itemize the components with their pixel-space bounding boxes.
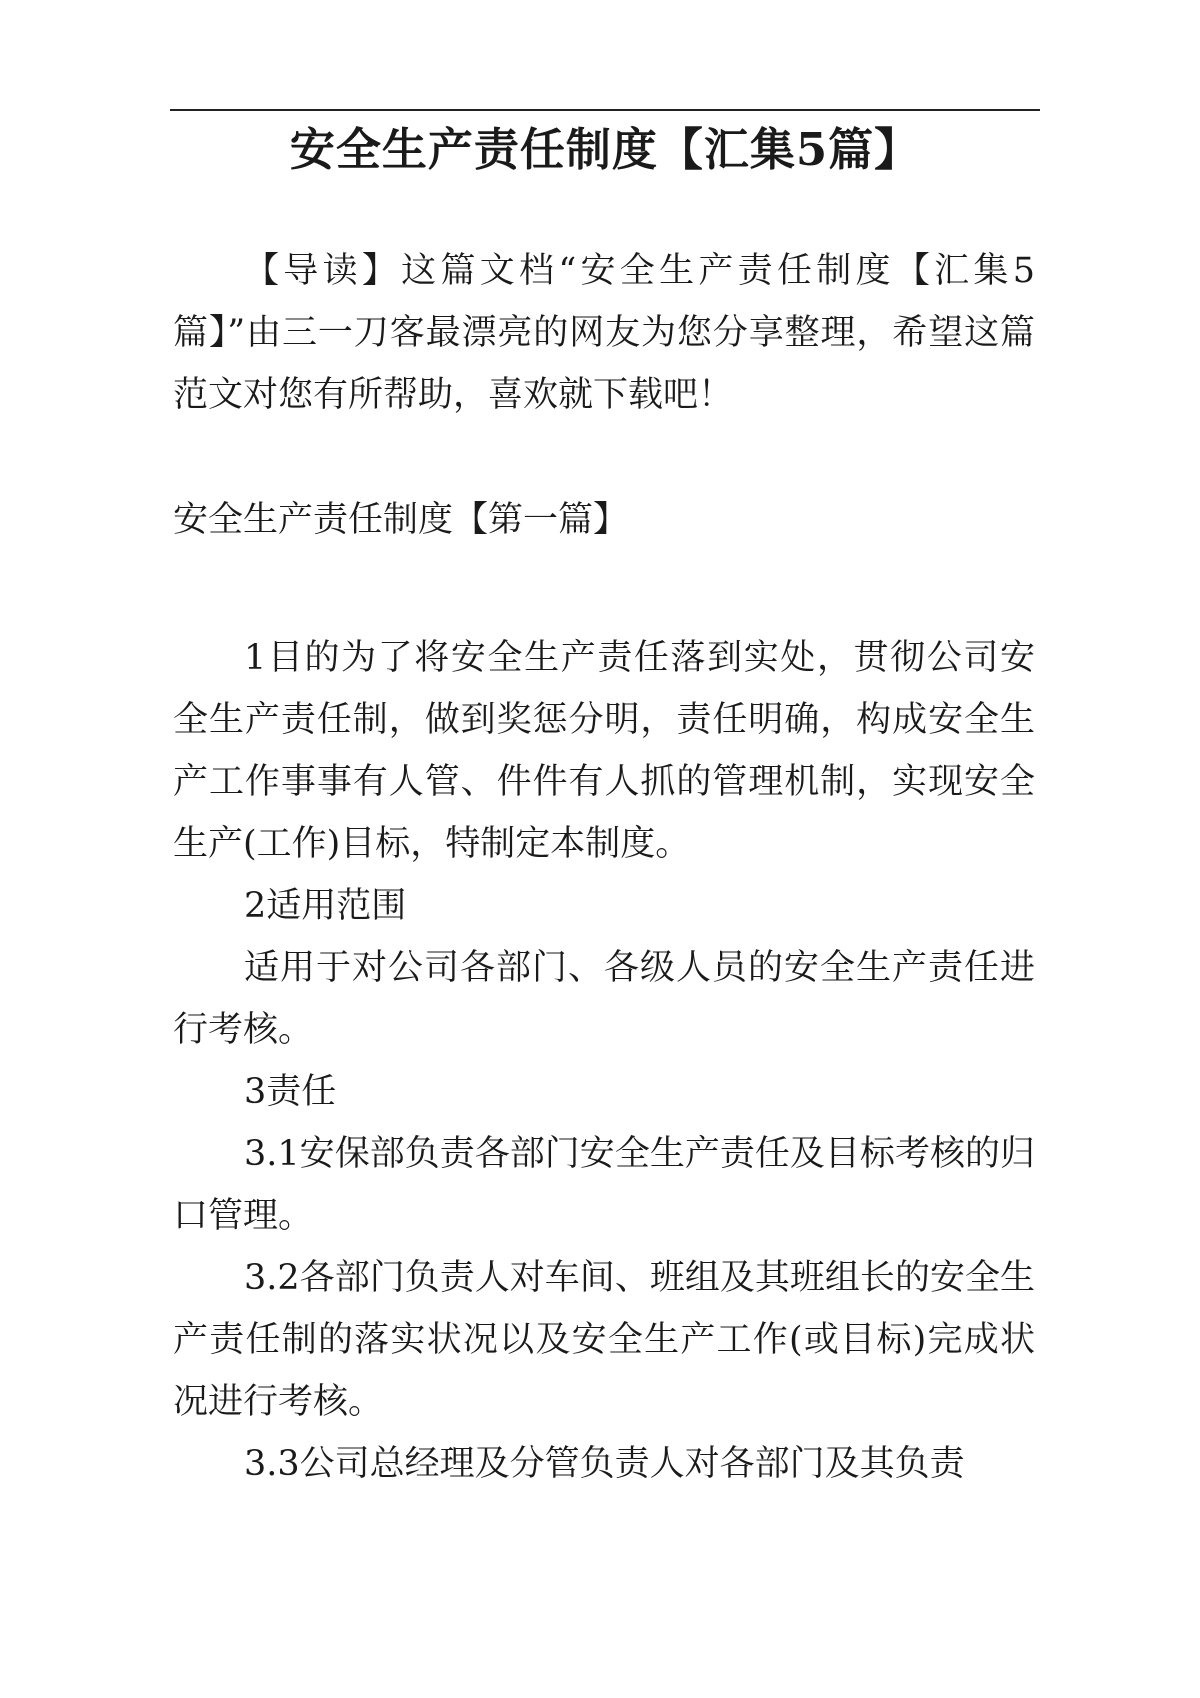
paragraph-responsibility-heading: 3责任 — [244, 1072, 337, 1112]
header-rule — [170, 109, 1040, 111]
paragraph-purpose: 1目的为了将安全生产责任落到实处，贯彻公司安全生产责任制，做到奖惩分明，责任明确，构成安全生产工作事事有人管、件件有人抓的管理机制，实现安全生产(工作)目标，特制定本制度。 — [173, 638, 1035, 864]
paragraph-scope: 适用于对公司各部门、各级人员的安全生产责任进行考核。 — [173, 948, 1035, 1050]
intro-paragraph: 【导读】这篇文档“安全生产责任制度【汇集5篇】”由三一刀客最漂亮的网友为您分享整理，希望这篇范文对您有所帮助，喜欢就下载吧！ — [173, 251, 1035, 415]
paragraph-3-2: 3.2各部门负责人对车间、班组及其班组长的安全生产责任制的落实状况以及安全生产工作(或目标)完成状况进行考核。 — [173, 1258, 1035, 1422]
section-title: 安全生产责任制度【第一篇】 — [173, 500, 629, 540]
paragraph-3-1: 3.1安保部负责各部门安全生产责任及目标考核的归口管理。 — [173, 1134, 1035, 1236]
document-title: 安全生产责任制度【汇集5篇】 — [289, 123, 921, 176]
paragraph-3-3: 3.3公司总经理及分管负责人对各部门及其负责 — [244, 1444, 965, 1484]
paragraph-scope-heading: 2适用范围 — [244, 886, 407, 926]
document-body — [173, 240, 1035, 1495]
